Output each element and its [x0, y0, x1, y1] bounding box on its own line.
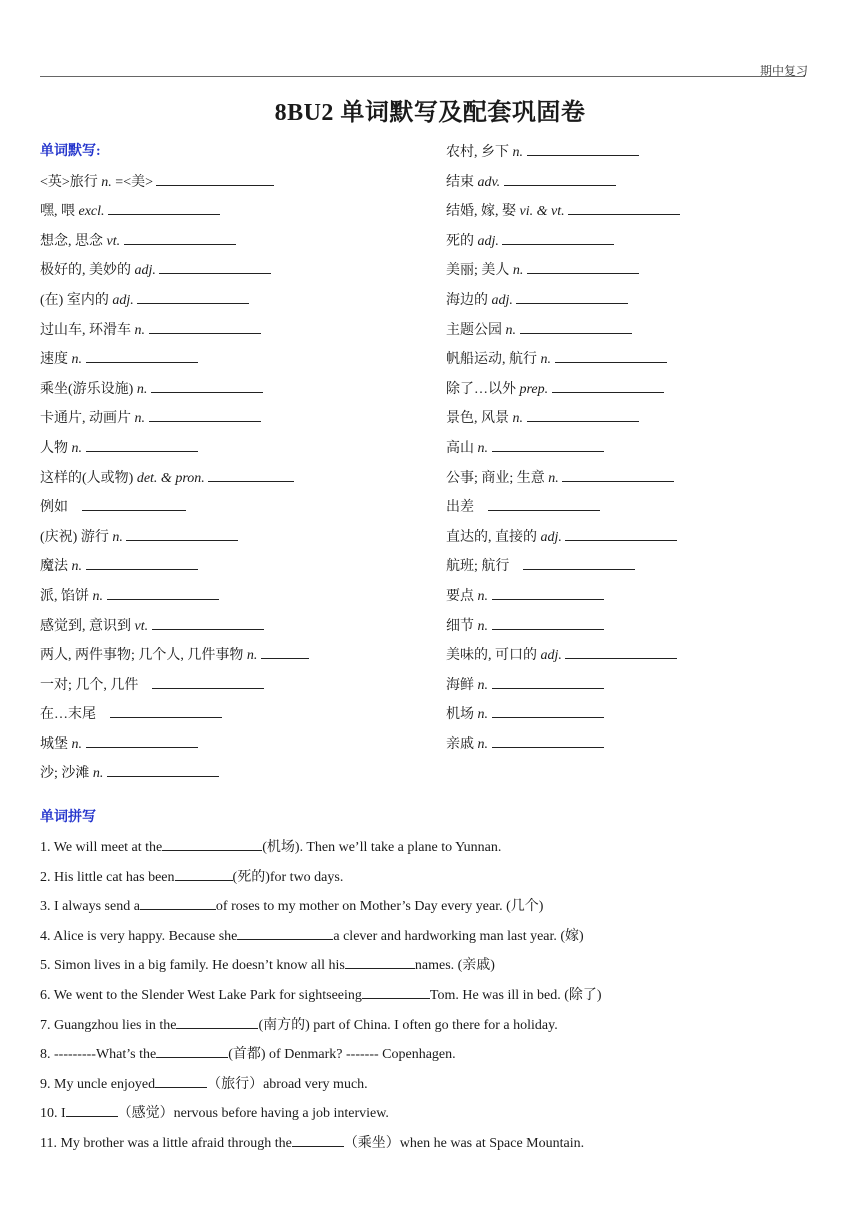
vocab-chinese: 过山车, 环滑车: [40, 322, 131, 338]
vocab-chinese: 一对; 几个, 几件: [40, 677, 139, 693]
answer-blank[interactable]: [152, 615, 264, 630]
vocab-pos: n.: [71, 352, 82, 368]
sentence-number: 11.: [40, 1136, 61, 1151]
answer-blank[interactable]: [149, 319, 261, 334]
sentence-before: ---------What’s the: [54, 1047, 157, 1063]
answer-blank[interactable]: [562, 467, 674, 482]
sentence-after: (南方的) part of China. I often go there for a holiday.: [258, 1017, 558, 1033]
vocab-pos: adv.: [477, 174, 501, 190]
vocab-chinese: 农村, 乡下: [446, 145, 509, 160]
vocab-pos: n.: [477, 707, 488, 723]
vocab-item-right: [446, 378, 826, 408]
vocab-item-left: [40, 348, 440, 378]
sentence-after: (机场). Then we’ll take a plane to Yunnan.: [262, 840, 502, 855]
vocab-item-right: [446, 141, 826, 171]
vocab-pos: n.: [477, 736, 488, 752]
sentence-number: 3.: [40, 899, 54, 915]
vocab-item-left: [40, 230, 440, 260]
answer-blank[interactable]: [86, 733, 198, 748]
vocab-pos: n.: [71, 559, 82, 575]
vocab-pos: vt.: [134, 618, 149, 634]
vocab-pos: adj.: [477, 233, 499, 249]
vocab-pos: n.: [512, 263, 524, 279]
vocab-item-right: [446, 348, 826, 378]
vocab-pos: vi. & vt.: [519, 204, 565, 220]
section-heading-spelling: 单词拼写: [40, 810, 96, 825]
vocab-item-left: [40, 171, 440, 201]
answer-blank[interactable]: [520, 319, 632, 334]
sentence-after: Tom. He was ill in bed. (除了): [429, 988, 602, 1003]
vocab-pos: n.: [477, 440, 488, 456]
vocab-chinese: 出差: [446, 500, 474, 516]
vocab-item-left: [40, 733, 440, 763]
vocab-pos: n.: [477, 677, 488, 693]
vocab-item-right: [446, 703, 826, 733]
vocab-item-left: [40, 526, 440, 556]
answer-blank[interactable]: [107, 762, 219, 777]
answer-blank[interactable]: [555, 348, 667, 363]
vocab-chinese: (庆祝) 游行: [40, 529, 109, 545]
sentence-after: （乘坐）when he was at Space Mountain.: [343, 1136, 585, 1151]
sentence-after: （旅行）abroad very much.: [207, 1076, 368, 1092]
vocab-item-right: [446, 733, 826, 763]
answer-blank[interactable]: [552, 378, 664, 393]
sentence-number: 8.: [40, 1047, 54, 1063]
spelling-sentence: [40, 984, 602, 1006]
vocab-item-right: [446, 585, 826, 615]
vocab-item-right: [446, 467, 826, 497]
answer-blank[interactable]: [568, 200, 680, 215]
sentence-before: My brother was a little afraid through the: [60, 1136, 292, 1151]
vocab-chinese: 速度: [40, 352, 68, 368]
answer-blank[interactable]: [176, 1014, 258, 1029]
vocab-chinese: 除了…以外: [446, 381, 516, 397]
answer-blank[interactable]: [237, 925, 333, 940]
vocab-chinese: 美味的, 可口的: [446, 648, 537, 664]
answer-blank[interactable]: [108, 200, 220, 215]
answer-blank[interactable]: [208, 467, 294, 482]
vocab-pos: adj.: [112, 292, 134, 308]
answer-blank[interactable]: [86, 437, 198, 452]
sentence-before: Alice is very happy. Because she: [53, 928, 238, 944]
vocab-item-left: [40, 378, 440, 408]
answer-blank[interactable]: [110, 703, 222, 718]
vocab-chinese: 结束: [446, 174, 474, 190]
sentence-before: I always send a: [54, 899, 140, 915]
vocab-chinese: 要点: [446, 588, 474, 604]
spelling-sentence: [40, 925, 584, 947]
vocab-pos: n.: [101, 174, 112, 190]
answer-blank[interactable]: [151, 378, 263, 393]
vocab-chinese: 机场: [446, 707, 474, 723]
answer-blank[interactable]: [488, 496, 600, 511]
answer-blank[interactable]: [66, 1102, 118, 1117]
sentence-after: (死的)for two days.: [232, 869, 344, 885]
vocab-item-left: [40, 319, 440, 349]
sentence-before: My uncle enjoyed: [54, 1076, 156, 1092]
spelling-sentence: [40, 895, 543, 917]
vocab-item-right: [446, 319, 826, 349]
vocab-pos: n.: [540, 352, 551, 368]
answer-blank[interactable]: [492, 585, 604, 600]
vocab-chinese: (在) 室内的: [40, 292, 109, 308]
spelling-sentence: [40, 836, 501, 858]
sentence-after: a clever and hardworking man last year. (嫁): [333, 928, 584, 944]
vocab-chinese: 美丽; 美人: [446, 263, 510, 279]
header-section-label: 期中复习: [759, 64, 808, 78]
answer-blank[interactable]: [261, 644, 309, 659]
sentence-number: 5.: [40, 958, 54, 974]
answer-blank[interactable]: [565, 526, 677, 541]
sentence-number: 4.: [40, 928, 54, 944]
vocab-pos: n.: [548, 470, 559, 486]
vocab-pos: n.: [512, 145, 523, 160]
vocab-chinese: 卡通片, 动画片: [40, 411, 131, 427]
vocab-chinese: 这样的(人或物): [40, 470, 134, 486]
vocab-chinese: 细节: [446, 618, 474, 634]
answer-blank[interactable]: [362, 984, 430, 999]
answer-blank[interactable]: [492, 615, 604, 630]
answer-blank[interactable]: [292, 1132, 344, 1147]
answer-blank[interactable]: [149, 407, 261, 422]
answer-blank[interactable]: [175, 866, 233, 881]
vocab-pos: n.: [477, 618, 488, 634]
answer-blank[interactable]: [345, 954, 415, 969]
vocab-item-left: [40, 674, 440, 704]
vocab-chinese: 魔法: [40, 559, 68, 575]
vocab-chinese: 公事; 商业; 生意: [446, 470, 545, 486]
answer-blank[interactable]: [492, 703, 604, 718]
sentence-before: I: [61, 1106, 66, 1122]
vocab-chinese: 亲戚: [446, 736, 474, 752]
section-heading: 单词默写:: [40, 144, 101, 159]
vocab-item-right: [446, 526, 826, 556]
answer-blank[interactable]: [492, 733, 604, 748]
vocab-pos: n.: [92, 766, 104, 782]
vocab-chinese: 死的: [446, 233, 474, 249]
vocab-chinese: 海鲜: [446, 677, 474, 693]
vocab-item-right: [446, 615, 826, 645]
vocab-pos: adj.: [540, 529, 562, 545]
sentence-before: Guangzhou lies in the: [54, 1017, 177, 1033]
answer-blank[interactable]: [126, 526, 238, 541]
answer-blank[interactable]: [137, 289, 249, 304]
vocab-pos: prep.: [519, 381, 549, 397]
spelling-sentence: [40, 866, 343, 888]
page-title: 8BU2 单词默写及配套巩固卷: [274, 100, 586, 126]
vocab-item-right: [446, 171, 826, 201]
answer-blank[interactable]: [82, 496, 186, 511]
spelling-sentence: [40, 1102, 389, 1124]
answer-blank[interactable]: [492, 674, 604, 689]
spelling-sentence: [40, 1132, 584, 1154]
vocab-item-left: [40, 644, 440, 674]
vocab-item-right: [446, 644, 826, 674]
vocab-chinese: 城堡: [40, 736, 68, 752]
answer-blank[interactable]: [162, 836, 262, 851]
answer-blank[interactable]: [527, 259, 639, 274]
vocab-item-left: [40, 585, 440, 615]
vocab-pos: excl.: [78, 204, 105, 220]
header-divider: [40, 76, 805, 77]
vocab-pos: adj.: [491, 292, 513, 308]
vocab-chinese: 在…末尾: [40, 707, 96, 723]
sentence-after: （感觉）nervous before having a job interview.: [117, 1106, 389, 1122]
answer-blank[interactable]: [152, 674, 264, 689]
vocab-pos: adj.: [540, 648, 562, 664]
sentence-number: 7.: [40, 1017, 54, 1033]
vocab-pos: n.: [512, 411, 523, 427]
sentence-after: names. (亲戚): [414, 958, 495, 974]
vocab-chinese: 主题公园: [446, 322, 502, 338]
vocab-chinese: 帆船运动, 航行: [446, 352, 537, 368]
answer-blank[interactable]: [504, 171, 616, 186]
vocab-item-right: [446, 407, 826, 437]
answer-blank[interactable]: [565, 644, 677, 659]
answer-blank[interactable]: [523, 555, 635, 570]
vocab-pos: adj.: [134, 263, 156, 279]
vocab-item-right: [446, 259, 826, 289]
vocab-column-right: [446, 141, 826, 762]
answer-blank[interactable]: [527, 141, 639, 156]
vocab-extra: =<美>: [111, 174, 153, 190]
answer-blank[interactable]: [502, 230, 614, 245]
spelling-sentence: [40, 1014, 558, 1036]
vocab-column-left: [40, 141, 440, 792]
vocab-chinese: 两人, 两件事物; 几个人, 几件事物: [40, 648, 244, 664]
vocab-item-left: [40, 289, 440, 319]
vocab-pos: n.: [112, 529, 123, 545]
vocab-item-left: [40, 615, 440, 645]
vocab-pos: n.: [505, 322, 516, 338]
vocab-item-right: [446, 230, 826, 260]
spelling-sentence: [40, 1073, 368, 1095]
answer-blank[interactable]: [156, 171, 274, 186]
vocab-chinese: 景色, 风景: [446, 411, 509, 427]
vocab-item-right: [446, 555, 826, 585]
vocab-pos: n.: [246, 648, 258, 664]
sentence-number: 1.: [40, 840, 54, 855]
sentence-before: His little cat has been: [54, 869, 175, 885]
vocab-item-right: [446, 289, 826, 319]
vocab-pos: n.: [92, 588, 103, 604]
vocab-chinese: 想念, 思念: [40, 233, 103, 249]
vocab-item-left: [40, 762, 440, 792]
vocab-item-left: [40, 407, 440, 437]
sentence-number: 9.: [40, 1076, 54, 1092]
vocab-pos: n.: [134, 322, 145, 338]
vocab-chinese: 直达的, 直接的: [446, 529, 537, 545]
vocab-item-left: [40, 467, 440, 497]
vocab-chinese: 航班; 航行: [446, 559, 510, 575]
answer-blank[interactable]: [527, 407, 639, 422]
answer-blank[interactable]: [86, 555, 198, 570]
vocab-pos: n.: [477, 588, 488, 604]
vocab-item-left: [40, 496, 440, 526]
vocab-pos: n.: [71, 440, 82, 456]
vocab-item-left: [40, 200, 440, 230]
vocab-item-left: [40, 259, 440, 289]
vocab-chinese: 嘿, 喂: [40, 204, 75, 220]
sentence-number: 6.: [40, 988, 54, 1003]
sentence-before: We went to the Slender West Lake Park for sightseeing: [53, 988, 362, 1003]
vocab-item-right: [446, 496, 826, 526]
sentence-number: 10.: [40, 1106, 61, 1122]
vocab-item-left: [40, 555, 440, 585]
answer-blank[interactable]: [492, 437, 604, 452]
answer-blank[interactable]: [107, 585, 219, 600]
answer-blank[interactable]: [516, 289, 628, 304]
sentence-before: We will meet at the: [53, 840, 163, 855]
vocab-chinese: 结婚, 嫁, 娶: [446, 204, 516, 220]
vocab-pos: n.: [71, 736, 82, 752]
vocab-chinese: <英>旅行: [40, 174, 98, 190]
vocab-item-left: [40, 703, 440, 733]
vocab-item-left: [40, 437, 440, 467]
answer-blank[interactable]: [86, 348, 198, 363]
vocab-pos: n.: [134, 411, 145, 427]
answer-blank[interactable]: [155, 1073, 207, 1088]
sentence-before: Simon lives in a big family. He doesn’t know all his: [54, 958, 345, 974]
vocab-chinese: 极好的, 美妙的: [40, 263, 131, 279]
vocab-item-right: [446, 674, 826, 704]
vocab-chinese: 高山: [446, 440, 474, 456]
vocab-pos: n.: [136, 381, 148, 397]
spelling-sentence: [40, 1043, 456, 1065]
vocab-chinese: 派, 馅饼: [40, 588, 89, 604]
vocab-chinese: 海边的: [446, 292, 488, 308]
answer-blank[interactable]: [140, 895, 216, 910]
vocab-item-right: [446, 437, 826, 467]
vocab-chinese: 沙; 沙滩: [40, 766, 90, 782]
sentence-number: 2.: [40, 869, 54, 885]
sentence-after: (首都) of Denmark? ------- Copenhagen.: [228, 1047, 456, 1063]
vocab-pos: det. & pron.: [136, 470, 205, 486]
answer-blank[interactable]: [156, 1043, 228, 1058]
spelling-sentence: [40, 954, 495, 976]
answer-blank[interactable]: [159, 259, 271, 274]
sentence-after: of roses to my mother on Mother’s Day every year. (几个): [215, 899, 544, 915]
vocab-item-right: [446, 200, 826, 230]
vocab-pos: vt.: [106, 233, 121, 249]
vocab-chinese: 人物: [40, 440, 68, 456]
vocab-chinese: 乘坐(游乐设施): [40, 381, 134, 397]
vocab-chinese: 例如: [40, 500, 68, 516]
vocab-chinese: 感觉到, 意识到: [40, 618, 131, 634]
answer-blank[interactable]: [124, 230, 236, 245]
